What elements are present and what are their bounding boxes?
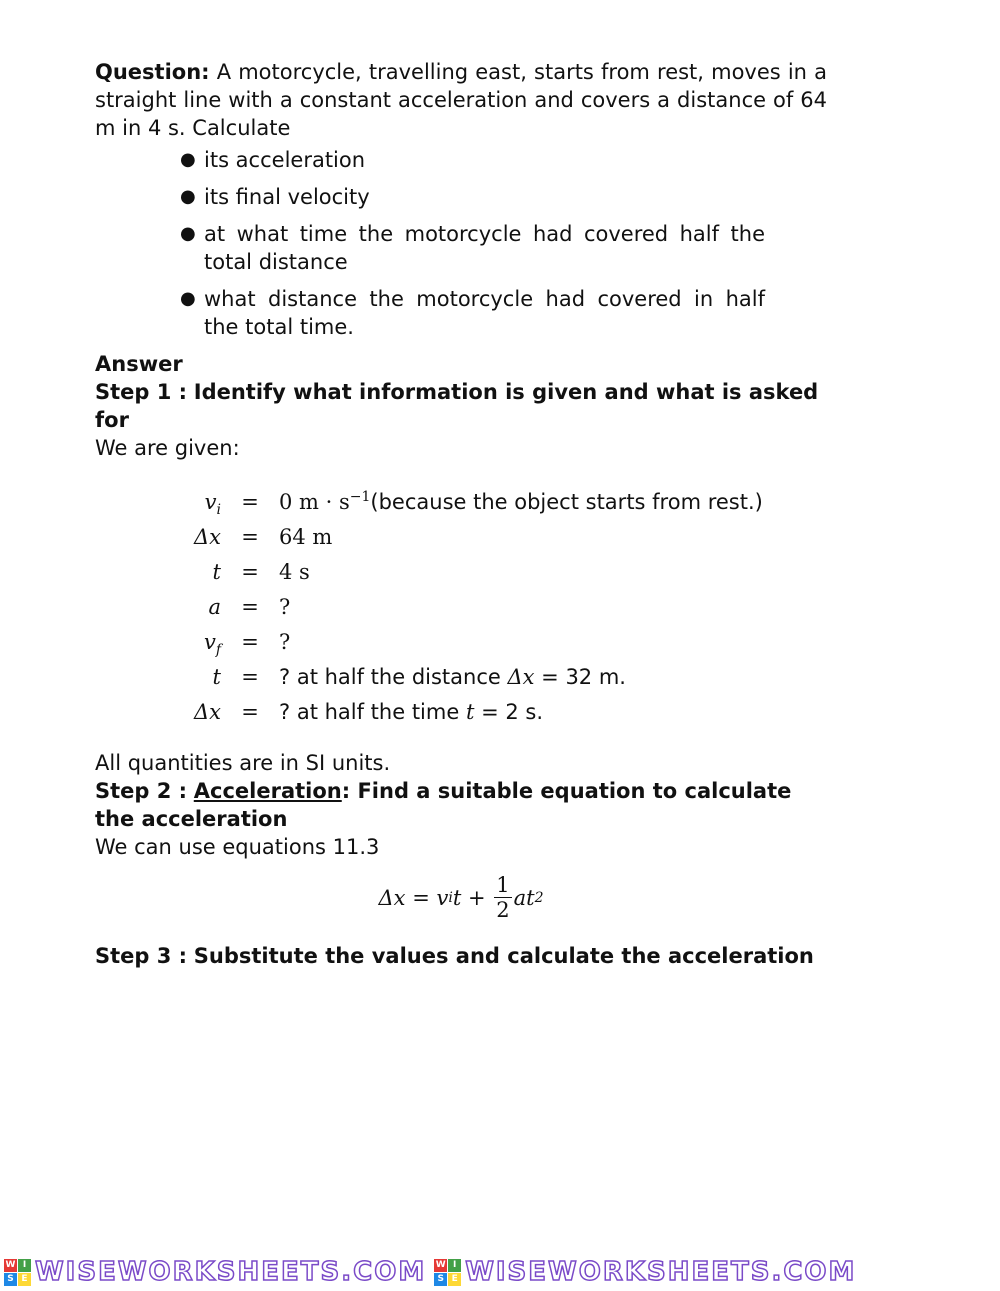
si-units-note: All quantities are in SI units.	[95, 751, 391, 775]
step1-heading: Step 1 : Identify what information is given and what is asked for	[95, 380, 819, 432]
logo-icon: W I S E	[434, 1259, 461, 1286]
table-row: $v_f$ = ?	[203, 629, 291, 658]
question-paragraph	[95, 58, 827, 142]
list-item: ● its final velocity	[180, 185, 370, 209]
answer-heading: Answer	[95, 352, 183, 376]
list-item: ● what distance the motorcycle had covered in half the total time.	[180, 287, 765, 339]
step2-heading: Step 2 : Acceleration: Find a suitable equation to calculate the acceleration	[95, 779, 792, 831]
list-item: ● its acceleration	[180, 148, 366, 172]
brand-watermark	[4, 1257, 426, 1287]
question-text: A motorcycle, travelling east, starts from rest, moves in a straight line with a constant acceleration and covers a distance of 64 m in 4 s. Calculate	[95, 60, 827, 140]
bullet-icon: ●	[180, 288, 196, 309]
step2-intro: We can use equations 11.3	[95, 835, 380, 859]
brand-watermark	[434, 1257, 856, 1287]
step1-intro: We are given:	[95, 436, 240, 460]
bullet-icon: ●	[180, 149, 196, 170]
table-row: t = ? at half the distance Δx = 32 m.	[212, 664, 626, 689]
table-row: $v_i$ = 0 $m \cdot s^{-1}(because$ the object starts from rest.)	[204, 488, 763, 518]
worksheet-page	[95, 58, 827, 970]
step3-heading: Step 3 : Substitute the values and calculate the acceleration	[95, 944, 814, 968]
brand-text: WISEWORKSHEETS.COM	[465, 1257, 857, 1287]
list-item: ● at what time the motorcycle had covered half the total distance	[180, 222, 765, 274]
watermark-footer	[0, 1253, 1000, 1291]
given-values-table	[179, 484, 763, 729]
table-row: Δx = ? at half the time t = 2 s.	[193, 699, 544, 724]
brand-text: WISEWORKSHEETS.COM	[35, 1257, 427, 1287]
question-bullet-list	[95, 146, 765, 341]
table-row: Δx = 64 m	[193, 524, 333, 549]
table-row: t = 4 s	[212, 559, 310, 584]
logo-icon: W I S E	[4, 1259, 31, 1286]
question-label: Question:	[95, 60, 210, 84]
bullet-icon: ●	[180, 223, 196, 244]
kinematics-equation: Δx = v i t + $\frac{1}{2}$ at 2	[378, 873, 544, 922]
bullet-icon: ●	[180, 186, 196, 207]
table-row: a = ?	[208, 594, 291, 619]
